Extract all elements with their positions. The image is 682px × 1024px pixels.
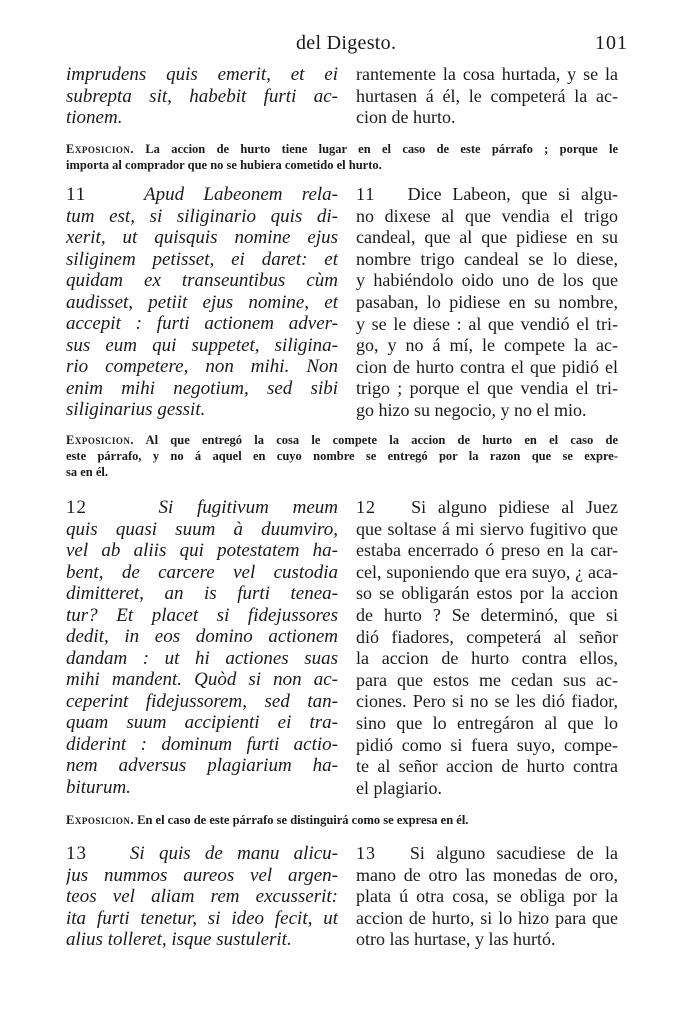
spanish-line: pidió como si fuera suyo, compe- <box>356 734 618 755</box>
latin-line: imprudens quis emerit, et ei <box>66 64 338 85</box>
spanish-line: y se le diese : al que vendió el tri- <box>356 313 618 334</box>
spanish-line: cion de hurto. <box>356 107 456 128</box>
spanish-line: te al señor accion de hurto contra <box>356 756 618 777</box>
exposicion-text: Al que entregó la cosa le compete la accion de hurto en el caso de <box>145 433 618 447</box>
spanish-line: estaba encerrado ó preso en la car- <box>356 540 618 561</box>
latin-line: xerit, ut quisquis nomine ejus <box>66 227 338 248</box>
latin-line: tur? Et placet si fidejussores <box>66 604 338 626</box>
latin-line: enim mihi negotium, sed sibi <box>66 377 338 399</box>
spanish-line: que soltase á mi siervo fugitivo que <box>356 518 618 539</box>
latin-column <box>66 843 338 951</box>
running-title: del Digesto. <box>296 32 397 54</box>
exposicion-label: Exposicion. <box>66 433 134 447</box>
latin-line: siliginem petisset, ei daret: et <box>66 248 338 270</box>
exposicion-text: este párrafo, y no á aquel en cuyo nombre se entregó por la razon que se expre- <box>66 449 618 463</box>
spanish-line: cion de hurto contra el que pidió el <box>356 356 618 377</box>
spanish-line: candeal, que al que pidiese en su <box>356 227 618 248</box>
exposicion-text: sa en él. <box>66 465 109 479</box>
latin-line: dimitteret, an is furti tenea- <box>66 583 338 604</box>
paragraph-number: 12 <box>356 497 376 517</box>
spanish-line: rantemente la cosa hurtada, y se la <box>356 64 618 84</box>
spanish-line: Si alguno sacudiese de la <box>409 843 618 863</box>
spanish-line: ciones. Pero si no se les dió fiador, <box>356 691 618 712</box>
exposicion-note <box>66 432 618 480</box>
spanish-line: trigo ; porque el que vendia el tri- <box>356 378 618 399</box>
latin-line: Apud Labeonem rela- <box>144 184 338 205</box>
exposicion-label: Exposicion. <box>66 813 134 827</box>
spanish-line: para que estos me cedan sus ac- <box>356 669 618 690</box>
exposicion-text: La accion de hurto tiene lugar en el caso de este párrafo ; porque le <box>145 142 618 156</box>
spanish-line: pasaban, lo pidiese en su nombre, <box>356 291 618 312</box>
latin-line: jus nummos aureos vel argen- <box>66 864 338 886</box>
spanish-line: so se obligarán estos por la accion <box>356 583 618 604</box>
spanish-line: Si alguno pidiese al Juez <box>411 497 618 517</box>
latin-line: siliginarius gessit. <box>66 399 206 420</box>
latin-line: tum est, si siliginario quis di- <box>66 205 338 227</box>
latin-line: diderint : dominum furti actio- <box>66 733 338 755</box>
page-number: 101 <box>595 32 628 54</box>
spanish-line: hurtasen á él, le competerá la ac- <box>356 85 618 106</box>
spanish-line: Dice Labeon, que si algu- <box>407 184 618 204</box>
latin-line: biturum. <box>66 776 131 798</box>
latin-line: sus eum qui suppetet, siligina- <box>66 334 338 356</box>
spanish-column <box>356 64 618 129</box>
latin-line: Si fugitivum meum <box>158 497 338 518</box>
paragraph-number: 12 <box>66 497 87 518</box>
latin-line: alius tolleret, isque sustulerit. <box>66 929 292 950</box>
spanish-line: go hizo su negocio, y no el mio. <box>356 399 587 420</box>
latin-line: quidam ex transeuntibus cùm <box>66 270 338 291</box>
latin-line: tionem. <box>66 107 123 128</box>
latin-line: quam suum accipienti ei tra- <box>66 712 338 733</box>
paragraph-number: 11 <box>66 184 87 205</box>
spanish-line: y habiéndolo oido uno de los que <box>356 270 618 291</box>
running-head <box>0 32 682 58</box>
exposicion-label: Exposicion. <box>66 142 134 156</box>
spanish-line: de hurto ? Se determinó, que si <box>356 604 618 625</box>
spanish-line: cel, suponiendo que era suyo, ¿ aca- <box>356 561 618 582</box>
latin-line: ceperint fidejussorem, sed tan- <box>66 690 338 712</box>
spanish-line: go, y no á mí, le compete la ac- <box>356 335 618 356</box>
latin-column <box>66 497 338 798</box>
latin-line: mihi mandent. Quòd si non ac- <box>66 669 338 690</box>
latin-line: audisset, petiit ejus nomine, et <box>66 291 338 313</box>
latin-column <box>66 64 338 129</box>
latin-column <box>66 184 338 421</box>
spanish-line: otro las hurtase, y las hurtó. <box>356 929 556 950</box>
spanish-column <box>356 184 618 422</box>
latin-line: rio competere, non mihi. Non <box>66 356 338 377</box>
spanish-line: el plagiario. <box>356 777 442 798</box>
paragraph-number: 11 <box>356 184 376 204</box>
latin-line: bent, de carcere vel custodia <box>66 561 338 583</box>
spanish-line: nombre trigo candeal se lo diese, <box>356 248 618 269</box>
spanish-line: la accion de hurto contra ellos, <box>356 648 618 669</box>
latin-line: subrepta sit, habebit furti ac- <box>66 85 338 107</box>
latin-line: Si quis de manu alicu- <box>129 843 338 864</box>
latin-line: quis quasi suum à duumviro, <box>66 518 338 540</box>
exposicion-note <box>66 141 618 173</box>
latin-line: accepit : furti actionem adver- <box>66 313 338 334</box>
spanish-line: mano de otro las monedas de oro, <box>356 864 618 885</box>
spanish-line: dió fiadores, competerá al señor <box>356 626 618 647</box>
spanish-line: sino que lo entregáron al que lo <box>356 712 618 733</box>
latin-line: dandam : ut hi actiones suas <box>66 647 338 669</box>
latin-line: teos vel aliam rem excusserit: <box>66 886 338 907</box>
latin-line: dedit, in eos domino actionem <box>66 626 338 647</box>
spanish-column <box>356 843 618 951</box>
paragraph-number: 13 <box>66 843 87 864</box>
latin-line: nem adversus plagiarium ha- <box>66 755 338 776</box>
spanish-column <box>356 497 618 799</box>
latin-line: vel ab aliis qui potestatem ha- <box>66 540 338 561</box>
exposicion-text: En el caso de este párrafo se distinguirá como se expresa en él. <box>137 813 469 827</box>
spanish-line: accion de hurto, si lo hizo para que <box>356 907 618 928</box>
exposicion-text: importa al comprador que no se hubiera cometido el hurto. <box>66 158 382 172</box>
spanish-line: no dixese al que vendia el trigo <box>356 205 618 226</box>
latin-line: ita furti tenetur, si ideo fecit, ut <box>66 907 338 929</box>
exposicion-note <box>66 812 618 828</box>
paragraph-number: 13 <box>356 843 376 863</box>
spanish-line: plata ú otra cosa, se obliga por la <box>356 886 618 907</box>
